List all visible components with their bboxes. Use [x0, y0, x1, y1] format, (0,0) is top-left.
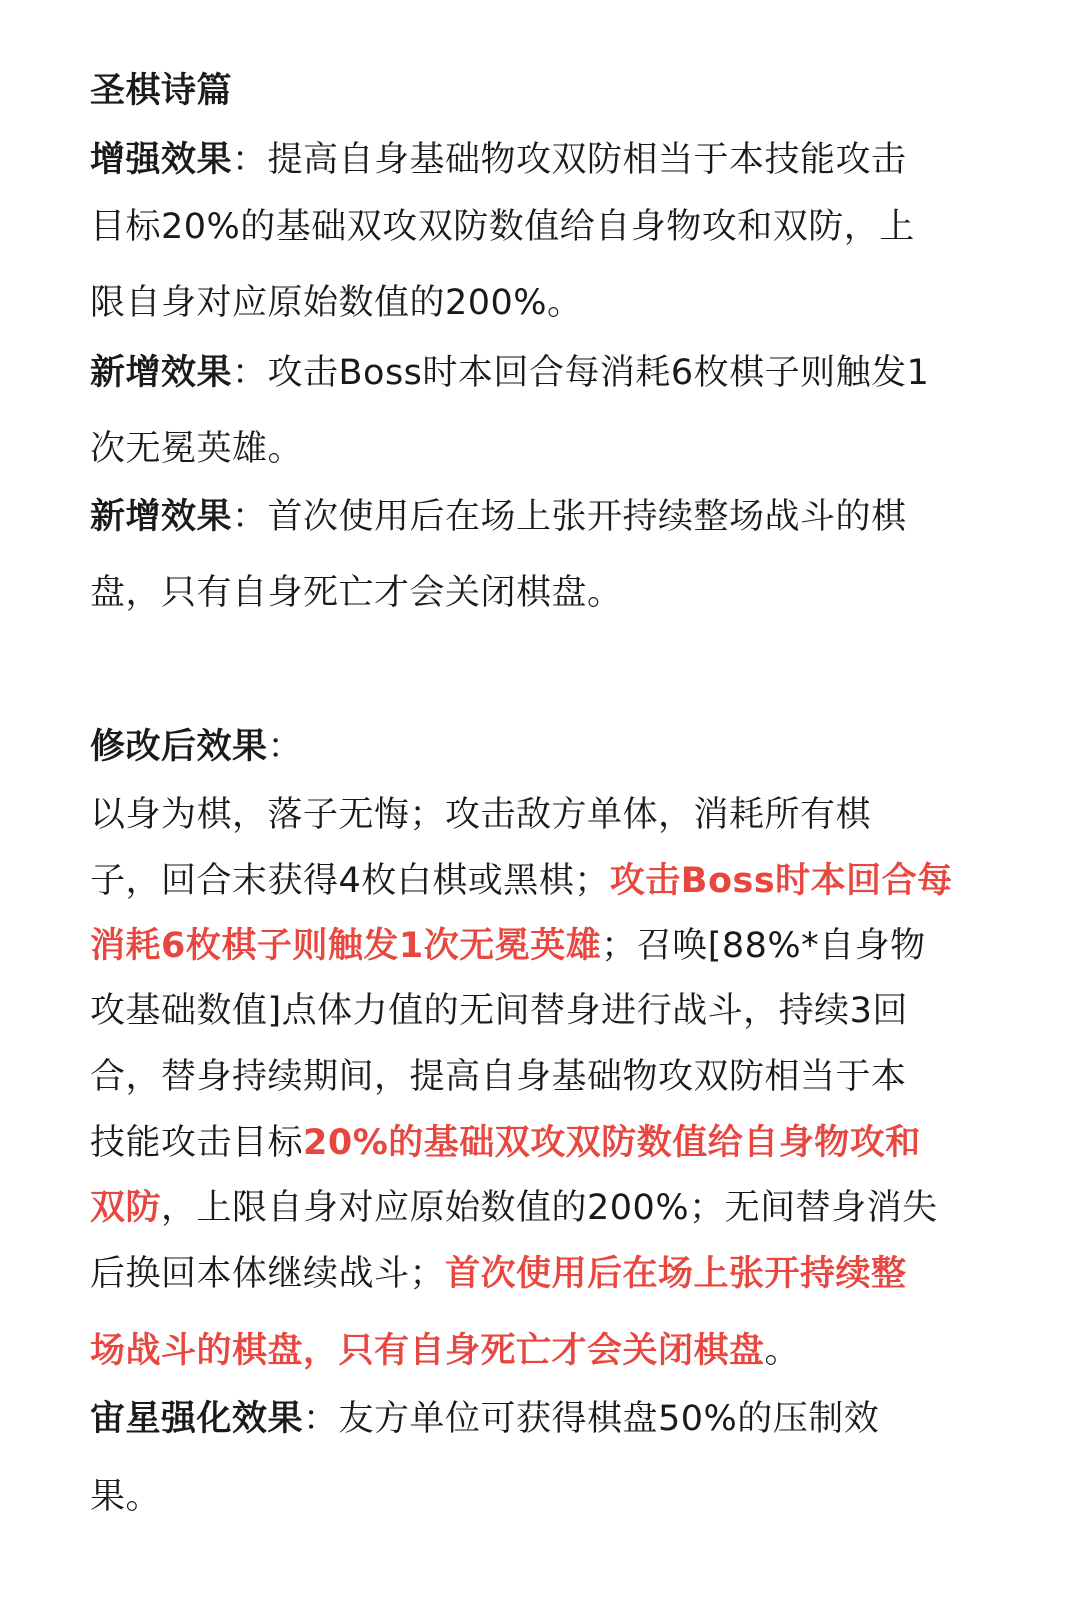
modified-effect-line-1: 以身为棋，落子无悔；攻击敌方单体，消耗所有棋: [90, 795, 872, 835]
enhance-effect-line-1: [90, 135, 907, 185]
modified-text: ；召唤[88%*自身物: [601, 926, 926, 966]
star-effect-text-1: ：友方单位可获得棋盘50%的压制效: [303, 1399, 880, 1439]
section-title: 圣棋诗篇: [90, 71, 233, 111]
highlight-text: 消耗6枚棋子则触发1次无冕英雄: [90, 926, 602, 966]
new-effect-2-line-2: 盘，只有自身死亡才会关闭棋盘。: [90, 573, 623, 613]
modified-effect-line-6: [90, 1118, 921, 1168]
highlight-text: 攻击Boss时本回合每: [609, 861, 953, 901]
star-effect-line-2: 果。: [90, 1477, 162, 1517]
highlight-text: 场战斗的棋盘，只有自身死亡才会关闭棋盘: [90, 1331, 765, 1371]
new-effect-2-label: 新增效果: [90, 497, 233, 537]
modified-text: 子，回合末获得4枚白棋或黑棋；: [90, 861, 610, 901]
modified-effect-line-9: [90, 1326, 800, 1376]
enhance-effect-line-2: 目标20%的基础双攻双防数值给自身物攻和双防，上: [90, 207, 915, 247]
new-effect-1-line-2: 次无冕英雄。: [90, 429, 304, 469]
star-effect-label: 宙星强化效果: [90, 1399, 304, 1439]
modified-effect-heading: [90, 722, 303, 772]
modified-effect-colon: ：: [267, 727, 304, 767]
highlight-text: 双防: [90, 1188, 162, 1228]
modified-text: 。: [764, 1331, 801, 1371]
new-effect-2-line-1: [90, 492, 907, 542]
enhance-effect-text-1: ：提高自身基础物攻双防相当于本技能攻击: [232, 140, 907, 180]
modified-effect-line-2: [90, 856, 953, 906]
new-effect-1-label: 新增效果: [90, 353, 233, 393]
enhance-effect-label: 增强效果: [90, 140, 233, 180]
modified-effect-line-8: [90, 1249, 907, 1299]
modified-effect-line-7: [90, 1183, 938, 1233]
highlight-text: 20%的基础双攻双防数值给自身物攻和: [303, 1123, 921, 1163]
new-effect-1-text-1: ：攻击Boss时本回合每消耗6枚棋子则触发1: [232, 353, 930, 393]
modified-effect-line-4: 攻基础数值]点体力值的无间替身进行战斗，持续3回: [90, 991, 908, 1031]
enhance-effect-line-3: 限自身对应原始数值的200%。: [90, 283, 583, 323]
modified-text: 技能攻击目标: [90, 1123, 304, 1163]
modified-effect-line-5: 合，替身持续期间，提高自身基础物攻双防相当于本: [90, 1057, 907, 1097]
modified-effect-line-3: [90, 921, 926, 971]
modified-effect-label: 修改后效果: [90, 727, 268, 767]
new-effect-1-line-1: [90, 348, 929, 398]
new-effect-2-text-1: ：首次使用后在场上张开持续整场战斗的棋: [232, 497, 907, 537]
modified-text: 后换回本体继续战斗；: [90, 1254, 446, 1294]
modified-text: ，上限自身对应原始数值的200%；无间替身消失: [161, 1188, 938, 1228]
highlight-text: 首次使用后在场上张开持续整: [445, 1254, 907, 1294]
star-effect-line-1: [90, 1394, 879, 1444]
